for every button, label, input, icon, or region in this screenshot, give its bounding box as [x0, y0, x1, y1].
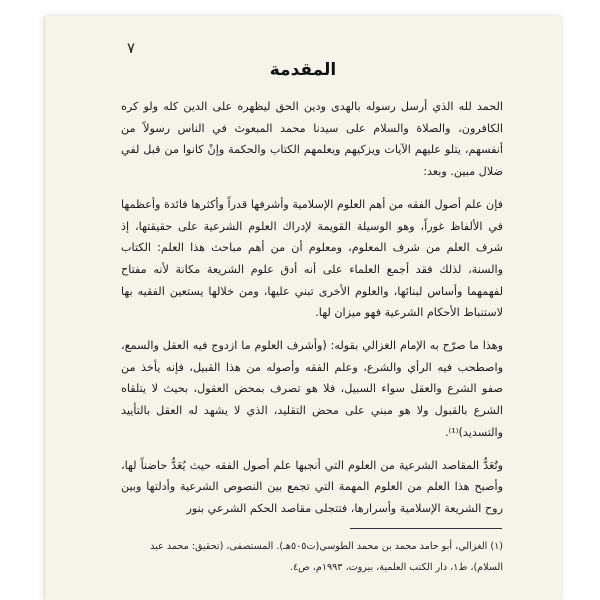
- document-page: [44, 16, 561, 600]
- paragraph-2: فإن علم أصول الفقه من أهم العلوم الإسلامية وأشرفها قدراً وأكثرها فائدة وأعظمها في الألفاظ غوراً، وهو الوسيلة القويمة لإدراك العلوم الشرعية على حقيقتها، إذ شرف العلم من شرف المعلوم، ومعلوم أن من أهم مباحث هذا العلم: الكتاب والسنة، لذلك فقد أجمع العلماء على أنه أدق علوم الشريعة مكانة لأنه مفتاح لفهمهما وأساس لبنائها، والعلوم الأخرى تبني عليها، ومن خلالها يستعين الفقيه بها لاستنباط الأحكام الشرعية فهو ميزان لها.: [121, 197, 503, 320]
- footnote-divider: [350, 528, 502, 529]
- paragraph-3: وهذا ما صرّح به الإمام الغزالي بقوله: (وأشرف العلوم ما ازدوج فيه العقل والسمع، واصطحب فيه الرأي والشرع، وعلم الفقه وأصوله من هذا القبيل، فإنه يأخذ من صفو الشرع والعقل سواء السبيل، فلا هو تصرف بمحض العقول، بحيث لا يتلقاه الشرع بالقبول ولا هو مبني على محض التقليد، الذي لا يشهد له العقل بالتأييد والتسديد)⁽¹⁾.: [121, 339, 503, 439]
- body-text: [121, 96, 503, 531]
- page-number: ٧: [127, 39, 136, 57]
- paragraph-1: الحمد لله الذي أرسل رسوله بالهدى ودين الحق ليظهره على الدين كله ولو كره الكافرون، والصلاة والسلام على سيدنا محمد المبعوث في الناس رسولاً من أنفسهم، يتلو عليهم الآيات ويزكيهم ويعلمهم الكتاب والحكمة وإنْ كانوا من قبل لفي ضلال مبين. وبعد:: [121, 100, 503, 179]
- paragraph-4: وتُعَدُّ المقاصد الشرعية من العلوم التي أنجبها علم أصول الفقه حيث يُعَدُّ حاضناً لها، وأصبح هذا العلم من العلوم المهمة التي تجمع بين النصوص الشرعية وأدلتها وبين روح الشريعة الإسلامية وأسرارها، فتتجلى مقاصد الحكم الشرعي بنور: [121, 458, 503, 515]
- page-title: المقدمة: [269, 60, 337, 80]
- footnote: (١) الغزالي، أبو حامد محمد بن محمد الطوسي(ت٥٠٥هـ). المستصفى، (تحقيق: محمد عبد السلام)، ط١، دار الكتب العلمية، بيروت، ١٩٩٣م، ص٤.: [150, 541, 503, 573]
